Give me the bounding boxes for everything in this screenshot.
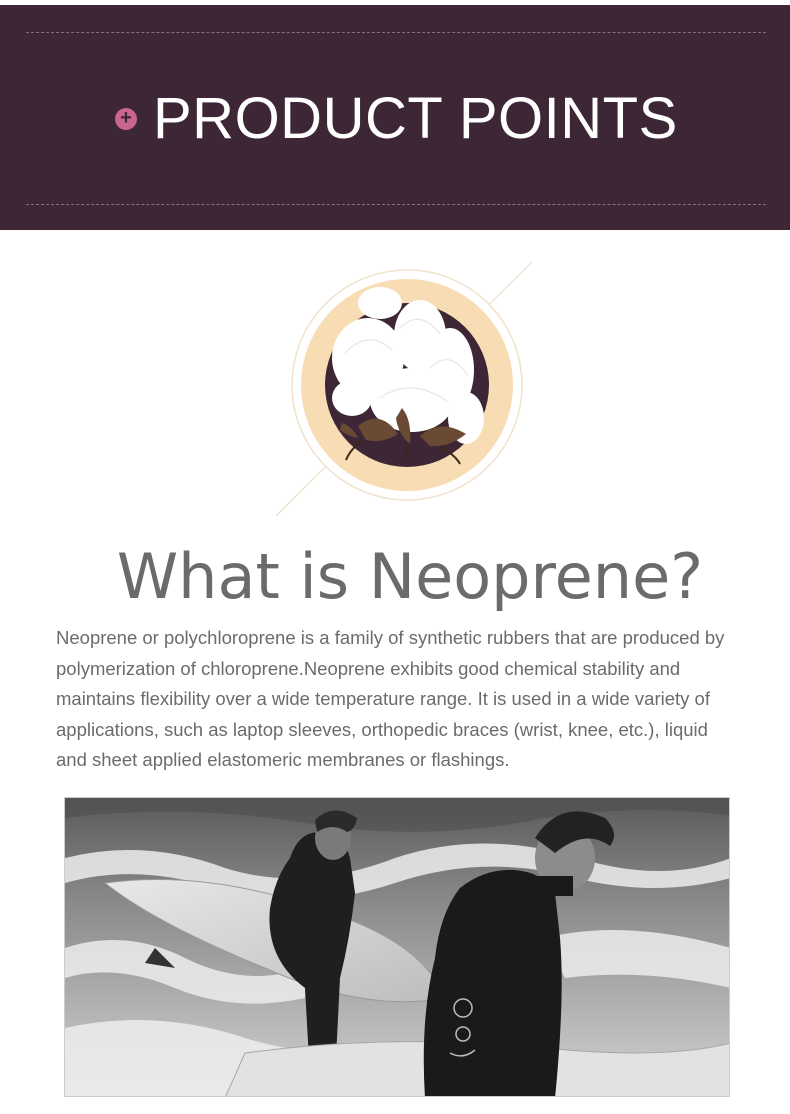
banner-dashed-line-top <box>26 32 766 33</box>
surfers-in-wetsuits-photo <box>64 797 730 1097</box>
section-description: Neoprene or polychloroprene is a family of synthetic rubbers that are produced by polymerization of chloroprene.Neoprene exhibits good chemical stability and maintains flexibility over a wide temperature range. It is used in a wide variety of applications, such as laptop sleeves, orthopedic braces (wrist, knee, etc.), liquid and sheet applied elastomeric membranes or flashings. <box>56 627 725 770</box>
plus-bullet-icon: + <box>115 108 137 130</box>
cotton-boll-icon <box>270 258 540 520</box>
product-points-banner <box>0 5 790 230</box>
section-heading: What is Neoprene? <box>116 540 704 613</box>
banner-title: PRODUCT POINTS <box>153 86 678 151</box>
banner-dashed-line-bottom <box>26 204 766 205</box>
